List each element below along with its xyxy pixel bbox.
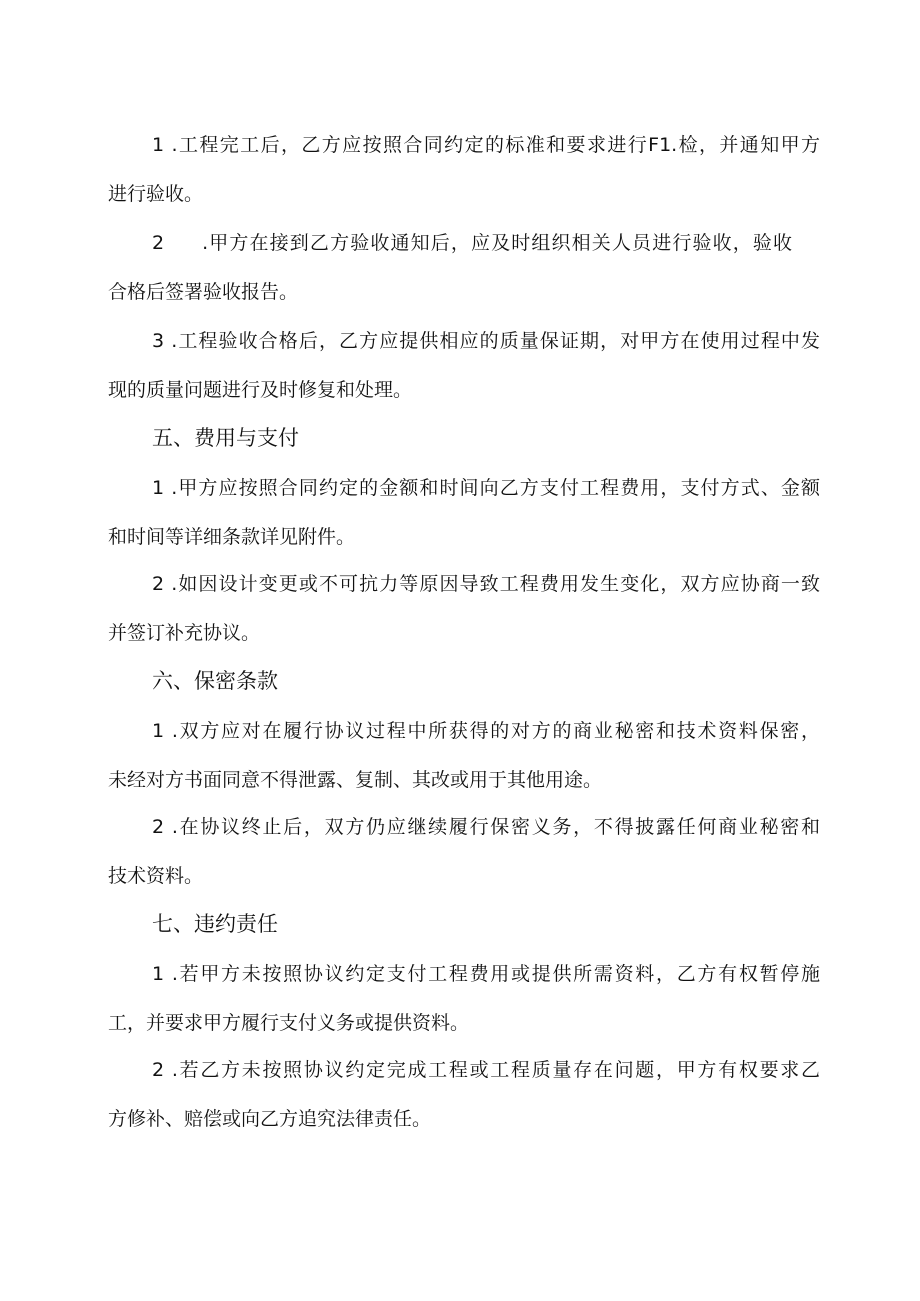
clause-number: 1 [152,477,165,499]
clause-number: 2 [152,573,165,595]
clause-text: .若乙方未按照协议约定完成工程或工程质量存在问题，甲方有权要求乙 [171,1059,821,1081]
clause-text: .工程验收合格后，乙方应提供相应的质量保证期，对甲方在使用过程中发 [171,330,820,352]
clause-text: .工程完工后，乙方应按照合同约定的标准和要求进行F1.检，并通知甲方 [171,134,820,156]
clause-7-2 [108,1046,820,1144]
clause-text-continued: 技术资料。 [108,865,204,887]
clause-4-2 [108,219,820,317]
clause-4-1 [108,121,820,219]
clause-number: 2 [152,232,165,254]
clause-number: 1 [152,720,165,742]
clause-6-1 [108,707,820,805]
clause-text: .甲方应按照合同约定的金额和时间向乙方支付工程费用，支付方式、金额 [171,477,820,499]
clause-number: 1 [152,134,165,156]
section-heading-confidentiality: 六、保密条款 [152,669,278,693]
clause-text-continued: 工，并要求甲方履行支付义务或提供资料。 [108,1012,470,1034]
clause-number: 2 [152,816,165,838]
clause-text: .若甲方未按照协议约定支付工程费用或提供所需资料，乙方有权暂停施 [171,963,821,985]
clause-text-continued: 未经对方书面同意不得泄露、复制、其改或用于其他用途。 [108,769,603,791]
section-heading-liability: 七、违约责任 [152,912,278,936]
clause-4-3 [108,317,820,415]
clause-text-continued: 和时间等详细条款详见附件。 [108,526,356,548]
clause-5-1 [108,464,820,562]
clause-6-2 [108,803,820,901]
clause-number: 1 [152,963,165,985]
clause-text-continued: 并签订补充协议。 [108,622,261,644]
clause-text: .甲方在接到乙方验收通知后，应及时组织相关人员进行验收，验收 [202,232,792,254]
clause-text-continued: 方修补、赔偿或向乙方追究法律责任。 [108,1108,432,1130]
clause-number: 2 [152,1059,165,1081]
clause-text-continued: 合格后签署验收报告。 [108,281,299,303]
clause-number: 3 [152,330,165,352]
clause-text-continued: 现的质量问题进行及时修复和处理。 [108,379,413,401]
clause-text: .如因设计变更或不可抗力等原因导致工程费用发生变化，双方应协商一致 [171,573,820,595]
clause-text: .在协议终止后，双方仍应继续履行保密义务，不得披露任何商业秘密和 [171,816,821,838]
section-heading-fees: 五、费用与支付 [152,426,299,450]
clause-text-continued: 进行验收。 [108,183,204,205]
clause-7-1 [108,950,820,1048]
clause-5-2 [108,560,820,658]
clause-text: .双方应对在履行协议过程中所获得的对方的商业秘密和技术资料保密， [171,720,821,742]
